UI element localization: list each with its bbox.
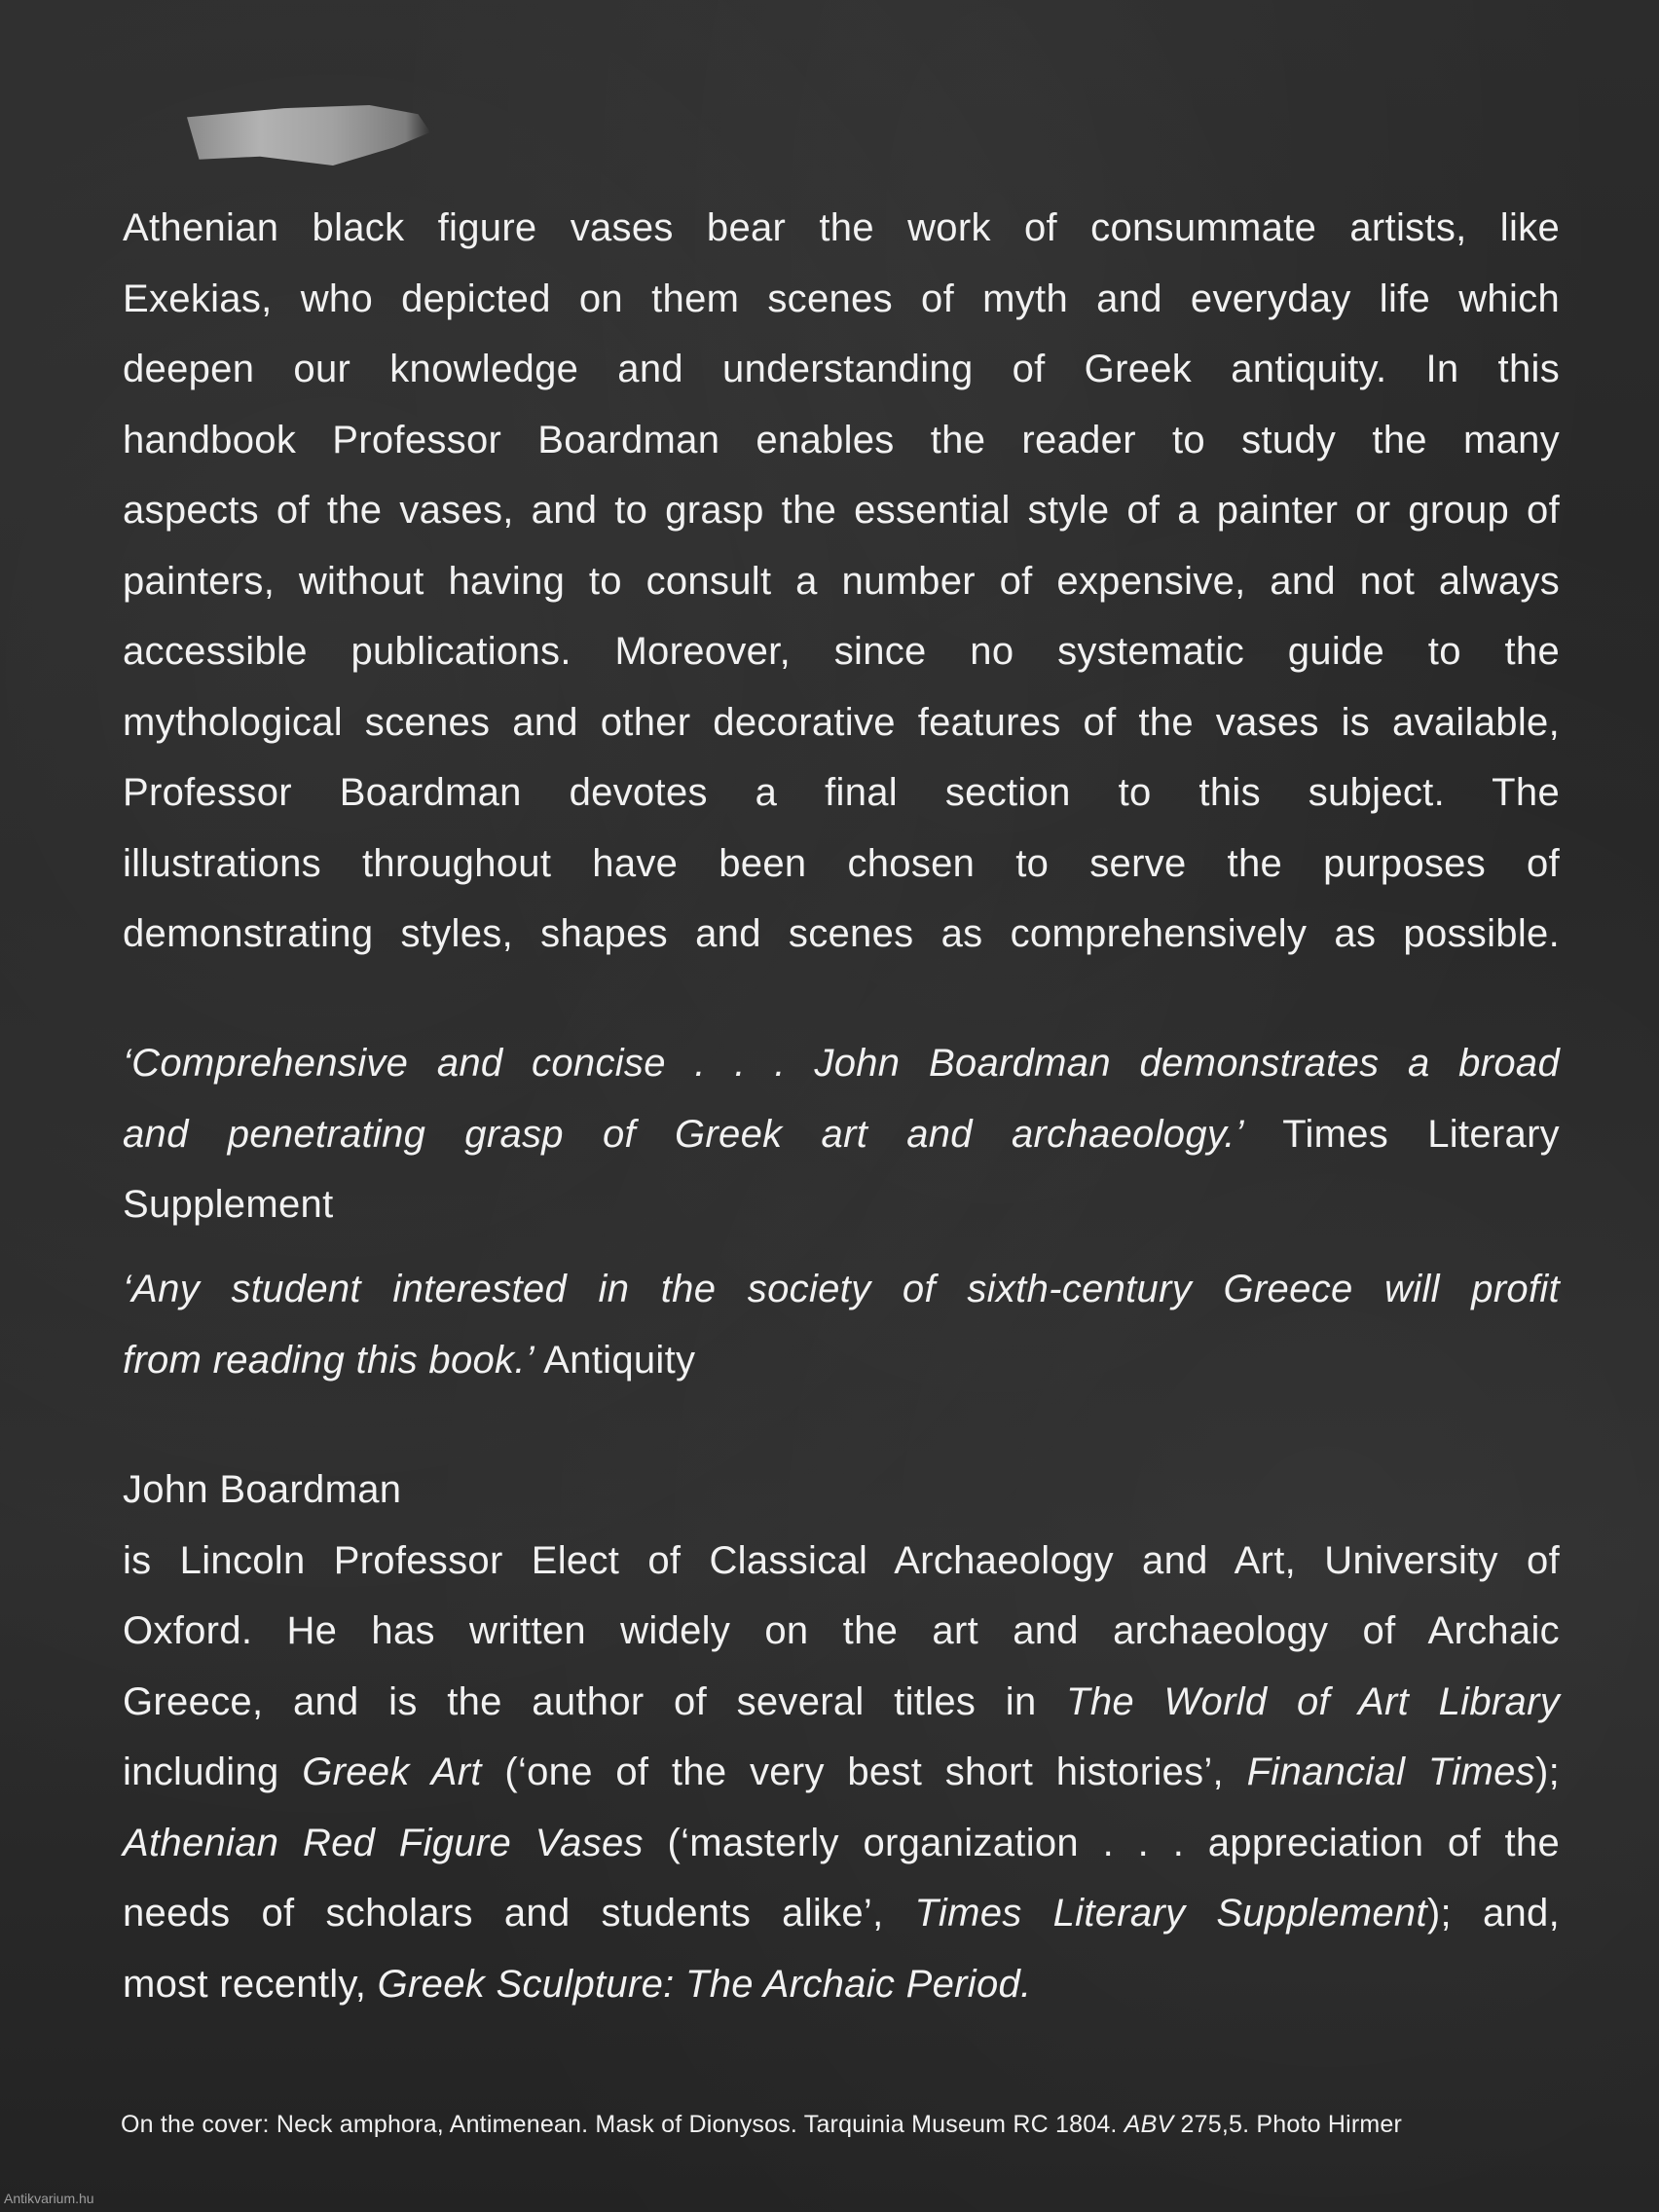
description-line: Professor Boardman devotes a final section to this subject. The: [123, 771, 1560, 814]
review-source: Times Literary: [1282, 1112, 1560, 1156]
book-title: Greek Sculpture: The Archaic Period.: [377, 1962, 1032, 2006]
author-name: John Boardman: [123, 1468, 402, 1511]
watermark: Antikvarium.hu: [4, 2191, 94, 2206]
author-bio-line: Oxford. He has written widely on the art and archaeology of Archaic: [123, 1609, 1560, 1652]
description-line: Exekias, who depicted on them scenes of myth and everyday life which: [123, 276, 1560, 320]
description-line: demonstrating styles, shapes and scenes as comprehensively as possible.: [123, 912, 1560, 955]
review-quote-1: [123, 1028, 1560, 1240]
book-title: Athenian Red Figure Vases: [123, 1821, 644, 1864]
review-quote-2: [123, 1254, 1560, 1395]
texture-smudge: [187, 105, 430, 166]
author-bio: John Boardman is Lincoln Professor Elect of Classical Archaeology and Art, University of Oxford. He has written widely on the art and archaeology of Archaic Greece, and is the author of several titles in The World of Art Library including Greek Art (‘one of the very best short histories’, Financial Times); Athenian Red Figure Vases (‘masterly organization . . . appreciation of the needs of scholars and students alike’, Times Literary Supplement); and, most recently, Greek Sculpture: The Archaic Period.: [123, 1455, 1560, 2019]
review-source: Supplement: [123, 1183, 334, 1226]
description-line: handbook Professor Boardman enables the reader to study the many: [123, 418, 1560, 461]
description-line: illustrations throughout have been chosen to serve the purposes of: [123, 841, 1560, 885]
author-bio-line: Greece, and is the author of several titles in: [123, 1679, 1037, 1723]
description-line: accessible publications. Moreover, since no systematic guide to the: [123, 630, 1560, 673]
review-source: Antiquity: [543, 1338, 696, 1382]
description-line: painters, without having to consult a number of expensive, and not always: [123, 559, 1560, 603]
book-title: Greek Art: [302, 1751, 482, 1793]
description-line: aspects of the vases, and to grasp the essential style of a painter or group of: [123, 489, 1560, 532]
publication-title: Financial Times: [1246, 1751, 1535, 1793]
description-line: Athenian black figure vases bear the work of consummate artists, like: [123, 206, 1560, 249]
description-line: mythological scenes and other decorative features of the vases is available,: [123, 700, 1560, 744]
author-bio-line: is Lincoln Professor Elect of Classical Archaeology and Art, University of: [123, 1538, 1560, 1582]
review-quote-text: ‘Any student interested in the society of sixth-century Greece will profit: [123, 1268, 1560, 1310]
publication-title: Times Literary Supplement: [914, 1892, 1427, 1935]
review-quote-text: ‘Comprehensive and concise . . . John Boardman demonstrates a broad: [123, 1042, 1560, 1085]
description-paragraph: [123, 193, 1560, 970]
review-quote-text: and penetrating grasp of Greek art and archaeology.’: [123, 1112, 1244, 1156]
cover-credit: On the cover: Neck amphora, Antimenean. Mask of Dionysos. Tarquinia Museum RC 1804. ABV 275,5. Photo Hirmer: [121, 2111, 1403, 2138]
review-quote-text: from reading this book.’: [123, 1338, 535, 1382]
book-title: The World of Art Library: [1066, 1679, 1560, 1723]
description-line: deepen our knowledge and understanding of Greek antiquity. In this: [123, 348, 1560, 390]
